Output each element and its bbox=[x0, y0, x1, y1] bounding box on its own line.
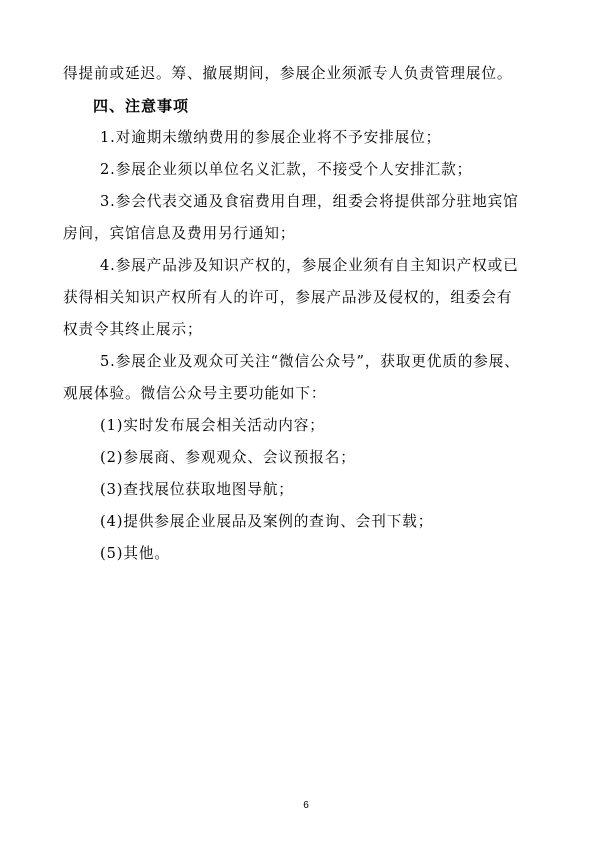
sub-item-1: (1)实时发布展会相关活动内容； bbox=[100, 417, 325, 434]
list-item-4-line-3: 权责令其终止展示； bbox=[63, 321, 203, 338]
sub-item-3: (3)查找展位获取地图导航； bbox=[100, 481, 294, 498]
sub-item-5: (5)其他。 bbox=[100, 545, 170, 562]
list-item-5-line-1: 5.参展企业及观众可关注“微信公众号”，获取更优质的参展、 bbox=[100, 353, 520, 370]
sub-item-4: (4)提供参展企业展品及案例的查询、会刊下载； bbox=[100, 513, 434, 530]
page-number: 6 bbox=[303, 800, 309, 811]
list-item-5-line-2: 观展体验。微信公众号主要功能如下： bbox=[63, 385, 327, 402]
list-item-4-line-1: 4.参展产品涉及知识产权的，参展企业须有自主知识产权或已 bbox=[100, 257, 519, 274]
section-heading: 四、注意事项 bbox=[93, 97, 190, 115]
paragraph-line: 得提前或延迟。筹、撤展期间，参展企业须派专人负责管理展位。 bbox=[63, 65, 513, 82]
list-item-2: 2.参展企业须以单位名义汇款，不接受个人安排汇款； bbox=[100, 161, 473, 178]
list-item-4-line-2: 获得相关知识产权所有人的许可，参展产品涉及侵权的，组委会有 bbox=[63, 289, 513, 306]
sub-item-2: (2)参展商、参观观众、会议预报名； bbox=[100, 449, 356, 466]
list-item-3-line-2: 房间，宾馆信息及费用另行通知； bbox=[63, 225, 296, 242]
list-item-3-line-1: 3.参会代表交通及食宿费用自理，组委会将提供部分驻地宾馆 bbox=[100, 193, 519, 210]
list-item-1: 1.对逾期未缴纳费用的参展企业将不予安排展位； bbox=[100, 129, 442, 146]
